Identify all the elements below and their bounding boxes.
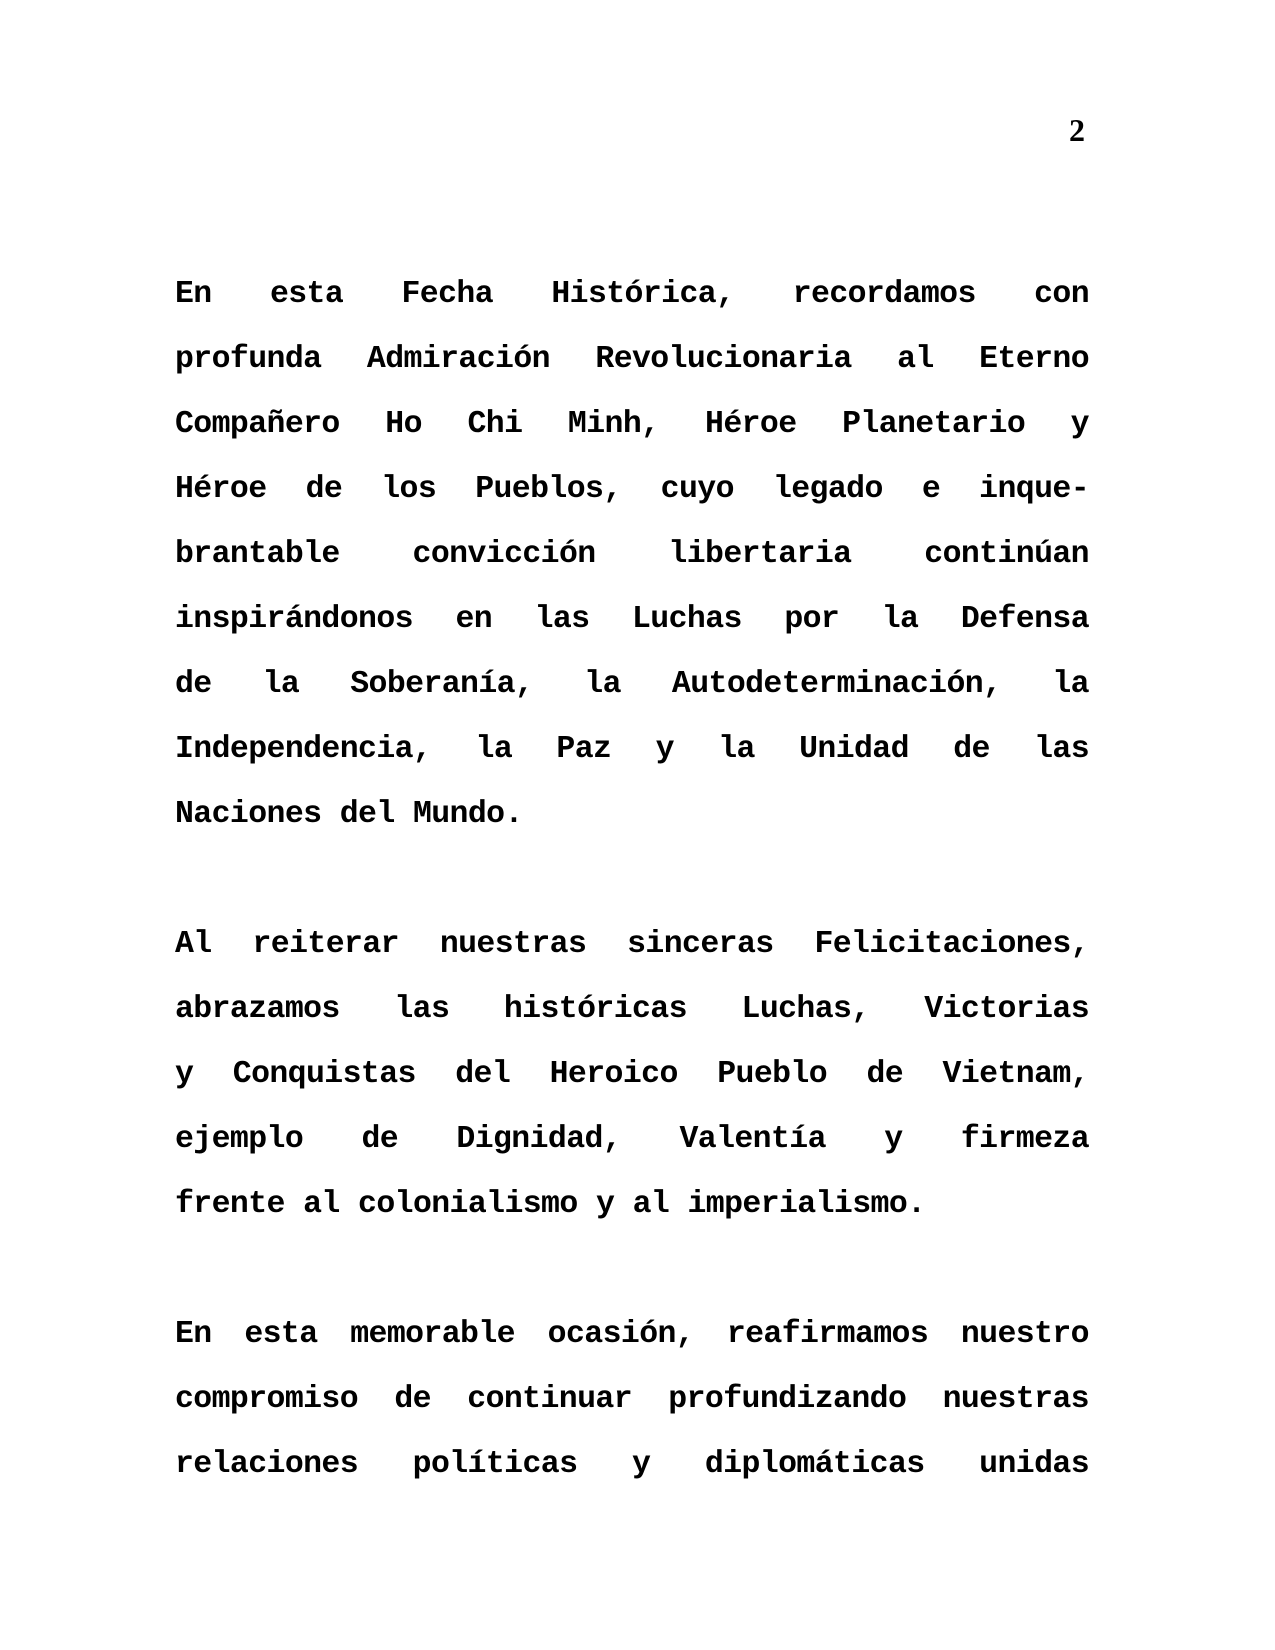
text-line: frente al colonialismo y al imperialismo.: [175, 1187, 926, 1222]
text-line: En esta memorable ocasión, reafirmamos nuestro: [175, 1317, 1089, 1352]
page-number: 2: [1069, 112, 1085, 148]
text-line: ejemplo de Dignidad, Valentía y firmeza: [175, 1122, 1089, 1157]
text-line: brantable convicción libertaria continúan: [175, 537, 1089, 572]
text-line: profunda Admiración Revolucionaria al Eterno: [175, 342, 1089, 377]
text-line: Independencia, la Paz y la Unidad de las: [175, 732, 1089, 767]
text-line: abrazamos las históricas Luchas, Victorias: [175, 992, 1089, 1027]
paragraph-3: [175, 1302, 1089, 1497]
text-line: Héroe de los Pueblos, cuyo legado e inque-: [175, 472, 1089, 507]
paragraph-spacer: [175, 1237, 1089, 1302]
body-text: [175, 262, 1089, 1497]
text-line: de la Soberanía, la Autodeterminación, la: [175, 667, 1089, 702]
text-line: Al reiterar nuestras sinceras Felicitaciones,: [175, 927, 1089, 962]
paragraph-2: [175, 912, 1089, 1237]
paragraph-1: [175, 262, 1089, 847]
text-line: Compañero Ho Chi Minh, Héroe Planetario y: [175, 407, 1089, 442]
text-line: compromiso de continuar profundizando nuestras: [175, 1382, 1089, 1417]
text-line: y Conquistas del Heroico Pueblo de Vietnam,: [175, 1057, 1089, 1092]
text-line: relaciones políticas y diplomáticas unidas: [175, 1447, 1089, 1482]
paragraph-spacer: [175, 847, 1089, 912]
text-line: inspirándonos en las Luchas por la Defensa: [175, 602, 1089, 637]
text-line: En esta Fecha Histórica, recordamos con: [175, 277, 1089, 312]
text-line: Naciones del Mundo.: [175, 797, 523, 832]
